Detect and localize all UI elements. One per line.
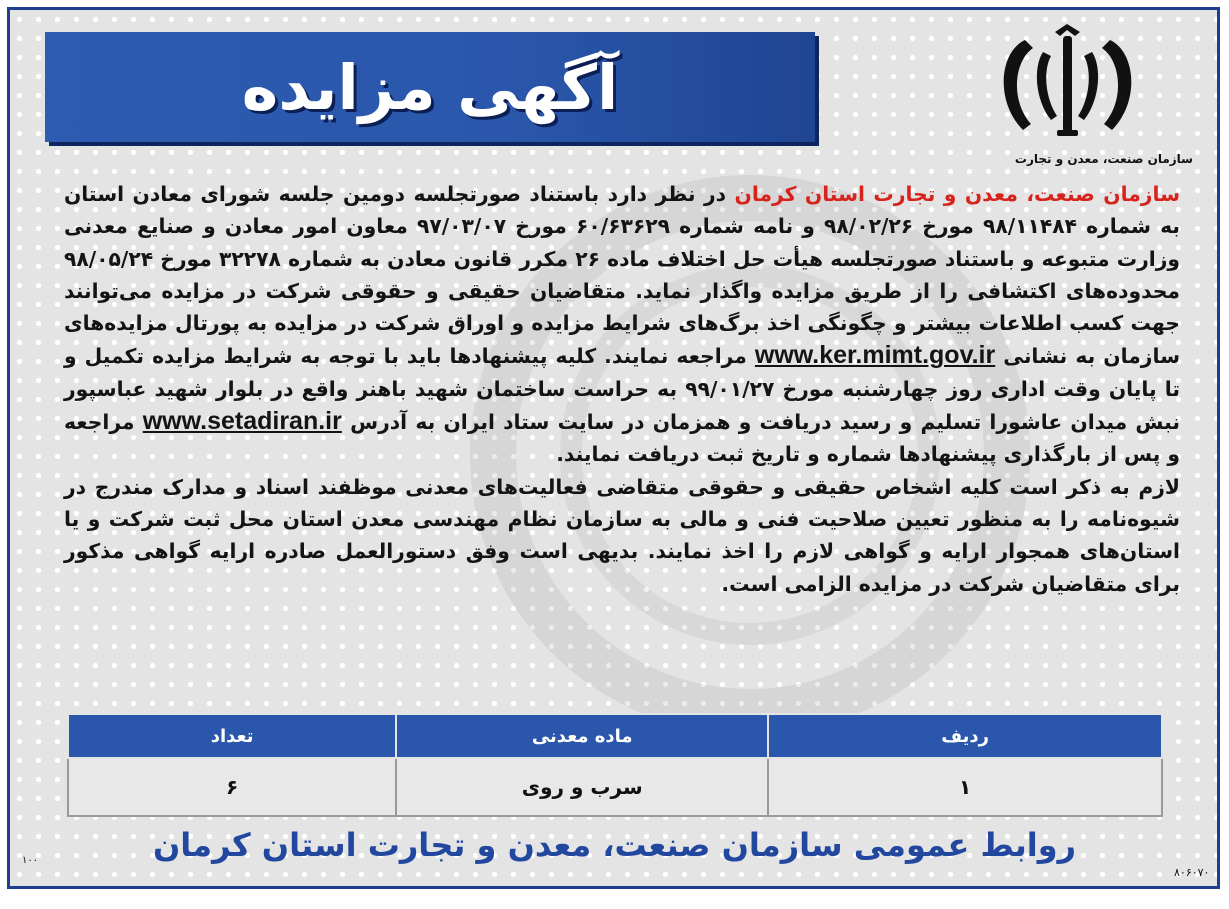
code-left: ۱۰۰	[22, 855, 39, 866]
iran-emblem-icon	[985, 22, 1150, 142]
title-banner	[45, 32, 815, 142]
footer-signature: روابط عمومی سازمان صنعت، معدن و تجارت استان کرمان	[152, 826, 1077, 864]
page-title: آگهی مزایده	[241, 50, 619, 124]
table-row	[68, 758, 1162, 816]
organization-label: سازمان صنعت، معدن و تجارت	[1014, 152, 1193, 166]
portal-link[interactable]: www.ker.mimt.gov.ir	[754, 341, 996, 370]
items-table	[67, 713, 1163, 817]
organization-highlight: سازمان صنعت، معدن و تجارت استان کرمان	[734, 182, 1181, 206]
cell-row-number: ۱	[768, 758, 1162, 816]
paragraph-2: لازم به ذکر است کلیه اشخاص حقیقی و حقوقی متقاضی فعالیت‌های معدنی موظفند اسناد و مدارک مندرج در شیوه‌نامه را به منظور تعیین صلاحیت فنی و مالی به سازمان نظام مهندسی معدن استان محل ثبت شرکت و یا استان‌های همجوار ارایه و گواهی لازم را اخذ نمایند. بدیهی است وفق دستورالعمل صادره ارایه گواهی مذکور برای متقاضیان شرکت در مزایده الزامی است.	[64, 474, 1180, 596]
body-text-2: مراجعه نمایند. کلیه پیشنهادها باید با توجه به شرایط مزایده تکمیل و تا پایان وقت اداری روز چهارشنبه مورخ ۹۹/۰۱/۲۷ به حراست ساختمان شهید باهنر واقع در بلوار شهید عباسپور نبش میدان عاشورا تسلیم و رسید دریافت و همزمان در سایت ستاد ایران به آدرس	[64, 344, 1180, 435]
setad-link[interactable]: www.setadiran.ir	[142, 407, 342, 436]
paragraph-1	[64, 178, 1180, 471]
notice-body	[64, 178, 1180, 600]
header-row-number: ردیف	[768, 714, 1162, 758]
header-mineral: ماده معدنی	[396, 714, 768, 758]
body-text-1: در نظر دارد باستناد صورتجلسه دومین جلسه شورای معادن استان به شماره ۹۸/۱۱۴۸۴ مورخ ۹۸/۰۲/۲۶ و نامه شماره ۶۰/۶۳۶۲۹ مورخ ۹۷/۰۳/۰۷ معاون امور معادن و صنایع معدنی وزارت متبوعه و باستناد صورتجلسه هیأت حل اختلاف ماده ۲۶ مکرر قانون معادن به شماره ۳۲۲۷۸ مورخ ۹۸/۰۵/۲۴ محدوده‌های اکتشافی را از طریق مزایده واگذار نماید. متقاضیان حقیقی و حقوقی شرکت در مزایده می‌توانند جهت کسب اطلاعات بیشتر و چگونگی اخذ برگ‌های شرایط مزایده و اوراق شرکت در مزایده به پورتال مزایده‌های سازمان به نشانی	[64, 182, 1181, 369]
table-header-row	[68, 714, 1162, 758]
cell-count: ۶	[68, 758, 396, 816]
cell-mineral: سرب و روی	[396, 758, 768, 816]
header-count: تعداد	[68, 714, 396, 758]
body-text-3: مراجعه و پس از بارگذاری پیشنهادها شماره و تاریخ ثبت دریافت نمایند.	[64, 410, 1180, 467]
code-right: ۸۰۶۰۷۰	[1174, 866, 1210, 879]
